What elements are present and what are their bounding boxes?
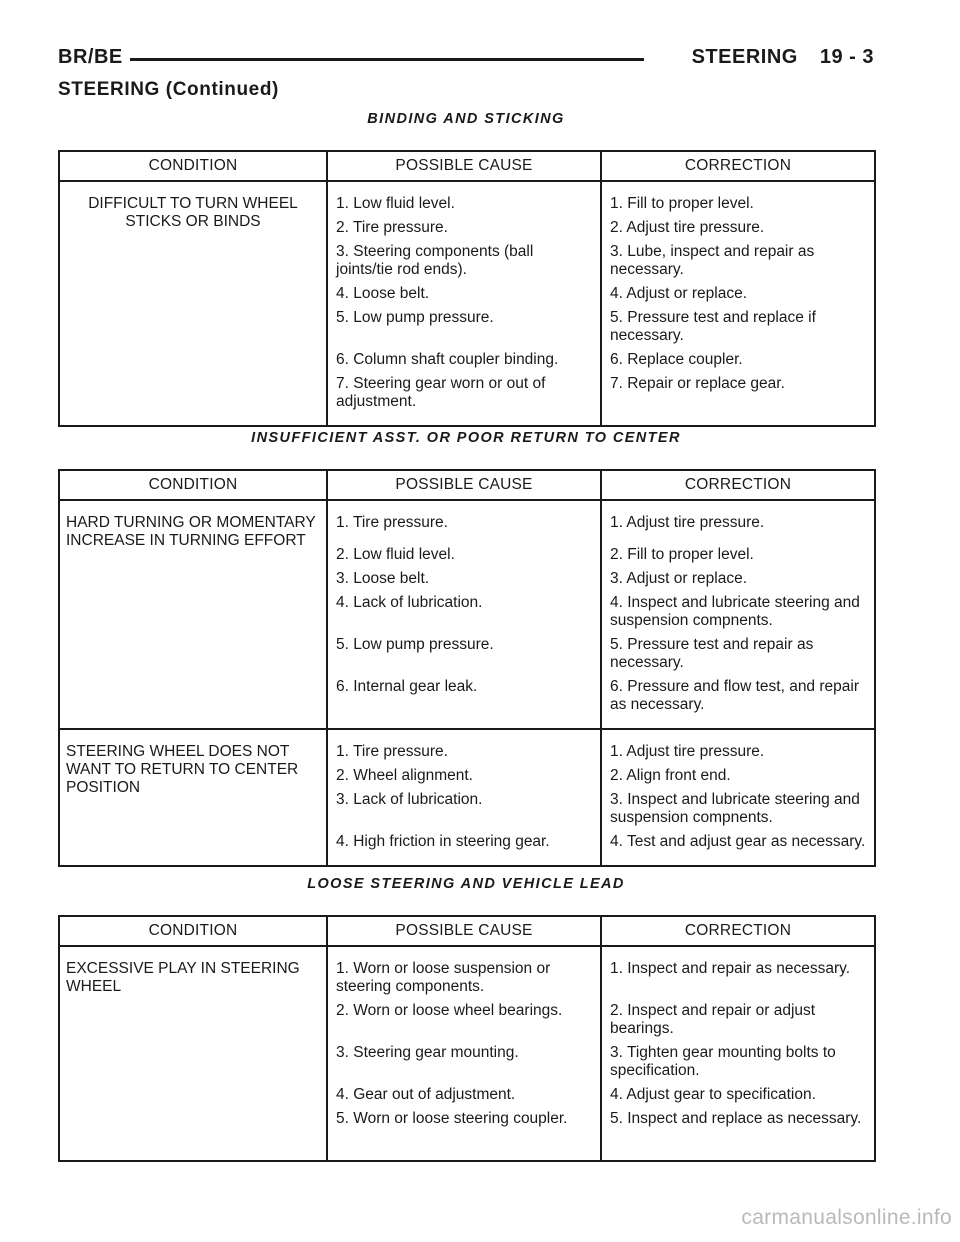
table-row bbox=[59, 946, 875, 1161]
correction-item: 2. Fill to proper level. bbox=[610, 546, 754, 563]
causes-cell bbox=[327, 946, 601, 1161]
cause-item: 1. Low fluid level. bbox=[336, 195, 455, 212]
corrections-cell bbox=[601, 946, 875, 1161]
causes-cell bbox=[327, 729, 601, 866]
condition-cell: STEERING WHEEL DOES NOT WANT TO RETURN TO CENTER POSITION bbox=[59, 729, 327, 866]
page-number: 19 - 3 bbox=[819, 46, 874, 68]
correction-item: 1. Fill to proper level. bbox=[610, 195, 754, 212]
cause-item: 5. Low pump pressure. bbox=[336, 636, 494, 653]
correction-item: 3. Tighten gear mounting bolts to specification. bbox=[610, 1044, 836, 1079]
cause-item: 2. Worn or loose wheel bearings. bbox=[336, 1002, 563, 1019]
table-title-insufficient-assist: INSUFFICIENT ASST. OR POOR RETURN TO CENTER bbox=[251, 430, 681, 446]
cause-item: 6. Internal gear leak. bbox=[336, 678, 478, 695]
cause-item: 3. Steering gear mounting. bbox=[336, 1044, 519, 1061]
condition-cell: EXCESSIVE PLAY IN STEERING WHEEL bbox=[59, 946, 327, 1161]
cause-item: 3. Steering components (ball joints/tie rod ends). bbox=[336, 243, 534, 278]
corrections-cell bbox=[601, 500, 875, 729]
corrections-cell bbox=[601, 181, 875, 426]
correction-item: 2. Inspect and repair or adjust bearings. bbox=[610, 1002, 816, 1037]
correction-item: 5. Pressure test and repair as necessary. bbox=[610, 636, 814, 671]
table-row bbox=[59, 729, 875, 866]
continued-title: STEERING (Continued) bbox=[58, 79, 279, 100]
cause-header: POSSIBLE CAUSE bbox=[327, 916, 601, 946]
table-header-row bbox=[59, 916, 875, 946]
table-row bbox=[59, 500, 875, 729]
causes-cell bbox=[327, 181, 601, 426]
correction-item: 6. Replace coupler. bbox=[610, 351, 743, 368]
cause-item: 1. Tire pressure. bbox=[336, 514, 448, 531]
cause-item: 6. Column shaft coupler binding. bbox=[336, 351, 559, 368]
table-header-row bbox=[59, 470, 875, 500]
correction-item: 1. Inspect and repair as necessary. bbox=[610, 960, 851, 977]
correction-item: 3. Lube, inspect and repair as necessary. bbox=[610, 243, 815, 278]
cause-item: 4. Gear out of adjustment. bbox=[336, 1086, 516, 1103]
table-header-row bbox=[59, 151, 875, 181]
correction-item: 4. Inspect and lubricate steering and suspension compnents. bbox=[610, 594, 860, 629]
header-rule bbox=[130, 58, 644, 61]
cause-item: 4. Lack of lubrication. bbox=[336, 594, 483, 611]
cause-item: 7. Steering gear worn or out of adjustment. bbox=[336, 375, 546, 410]
correction-item: 5. Pressure test and replace if necessary. bbox=[610, 309, 816, 344]
correction-item: 7. Repair or replace gear. bbox=[610, 375, 785, 392]
correction-item: 4. Adjust gear to specification. bbox=[610, 1086, 816, 1103]
cause-header: POSSIBLE CAUSE bbox=[327, 470, 601, 500]
correction-item: 3. Adjust or replace. bbox=[610, 570, 747, 587]
header-right bbox=[692, 46, 874, 69]
page-header bbox=[58, 44, 874, 72]
cause-item: 1. Tire pressure. bbox=[336, 743, 448, 760]
cause-item: 4. Loose belt. bbox=[336, 285, 430, 302]
cause-item: 2. Low fluid level. bbox=[336, 546, 455, 563]
condition-cell: DIFFICULT TO TURN WHEEL STICKS OR BINDS bbox=[59, 181, 327, 426]
section-name: STEERING bbox=[691, 46, 798, 68]
cause-item: 1. Worn or loose suspension or steering components. bbox=[336, 960, 551, 995]
correction-header: CORRECTION bbox=[601, 151, 875, 181]
correction-item: 2. Adjust tire pressure. bbox=[610, 219, 765, 236]
table-title-binding: BINDING AND STICKING bbox=[367, 111, 565, 127]
model-code: BR/BE bbox=[58, 46, 123, 68]
condition-header: CONDITION bbox=[59, 916, 327, 946]
table-loose-steering bbox=[58, 915, 876, 1162]
table-row bbox=[59, 181, 875, 426]
table-binding-sticking bbox=[58, 150, 876, 427]
correction-item: 4. Test and adjust gear as necessary. bbox=[610, 833, 866, 850]
correction-header: CORRECTION bbox=[601, 470, 875, 500]
condition-header: CONDITION bbox=[59, 470, 327, 500]
condition-cell: HARD TURNING OR MOMENTARY INCREASE IN TURNING EFFORT bbox=[59, 500, 327, 729]
correction-item: 6. Pressure and flow test, and repair as necessary. bbox=[610, 678, 859, 713]
cause-item: 4. High friction in steering gear. bbox=[336, 833, 550, 850]
condition-header: CONDITION bbox=[59, 151, 327, 181]
correction-item: 1. Adjust tire pressure. bbox=[610, 743, 765, 760]
correction-item: 5. Inspect and replace as necessary. bbox=[610, 1110, 862, 1127]
correction-item: 3. Inspect and lubricate steering and suspension compnents. bbox=[610, 791, 860, 826]
correction-item: 1. Adjust tire pressure. bbox=[610, 514, 765, 531]
watermark: carmanualsonline.info bbox=[741, 1206, 952, 1229]
cause-item: 3. Loose belt. bbox=[336, 570, 430, 587]
causes-cell bbox=[327, 500, 601, 729]
correction-header: CORRECTION bbox=[601, 916, 875, 946]
cause-item: 5. Low pump pressure. bbox=[336, 309, 494, 326]
correction-item: 2. Align front end. bbox=[610, 767, 731, 784]
cause-item: 5. Worn or loose steering coupler. bbox=[336, 1110, 568, 1127]
table-title-loose-steering: LOOSE STEERING AND VEHICLE LEAD bbox=[307, 876, 625, 892]
cause-item: 2. Wheel alignment. bbox=[336, 767, 473, 784]
cause-item: 3. Lack of lubrication. bbox=[336, 791, 483, 808]
cause-item: 2. Tire pressure. bbox=[336, 219, 448, 236]
cause-header: POSSIBLE CAUSE bbox=[327, 151, 601, 181]
correction-item: 4. Adjust or replace. bbox=[610, 285, 747, 302]
table-insufficient-assist bbox=[58, 469, 876, 867]
corrections-cell bbox=[601, 729, 875, 866]
